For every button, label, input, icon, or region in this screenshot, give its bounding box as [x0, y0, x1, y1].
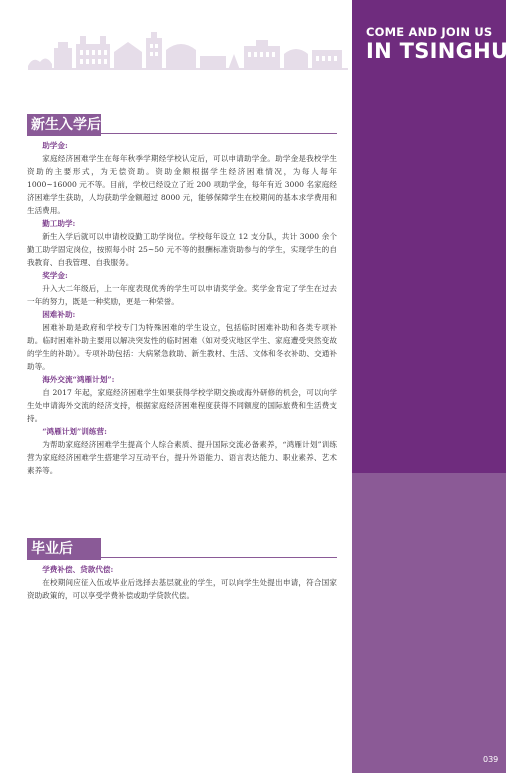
- side-band-top: [352, 0, 506, 473]
- subheading-training-camp: “鸿雁计划”训练营:: [42, 427, 107, 436]
- paragraph-tuition-compensation: 在校期间应征入伍或毕业后选择去基层就业的学生，可以向学生处提出申请，符合国家资助政策的，可以享受学费补偿或助学贷款代偿。: [27, 578, 337, 600]
- section1-content: [27, 139, 337, 477]
- side-band-bottom: [352, 473, 506, 773]
- section-rule-1: [27, 133, 337, 134]
- page-number: 039: [483, 755, 499, 764]
- banner-line-2: IN TSINGHUA: [366, 39, 524, 63]
- paragraph-work-study: 新生入学后就可以申请校设勤工助学岗位。学校每年设立 12 支分队，共计 3000 余个勤工助学固定岗位，按照每小时 25~50 元不等的报酬标准资助参与的学生，实现学生的自我教育、自我管理、自我服务。: [27, 232, 337, 267]
- subheading-overseas-exchange: 海外交流“鸿雁计划”:: [42, 375, 115, 384]
- subheading-hardship-subsidy: 困难补助:: [42, 310, 76, 319]
- campus-skyline-illustration: [28, 30, 348, 70]
- paragraph-overseas-exchange: 自 2017 年起，家庭经济困难学生如果获得学校学期交换或海外研修的机会，可以向学生处申请海外交流的经济支持，根据家庭经济困难程度获得不同额度的国际旅费和生活费支持。: [27, 388, 337, 423]
- subheading-work-study: 勤工助学:: [42, 219, 76, 228]
- section-title-after-graduation: 毕业后: [27, 538, 101, 560]
- paragraph-hardship-subsidy: 困难补助是政府和学校专门为特殊困难的学生设立，包括临时困难补助和各类专项补助。临时困难补助主要用以解决突发性的临时困难（如对受灾地区学生、家庭遭受突然变故的学生的补助）。专项补助包括：大病紧急救助、新生教材、生活、文体和冬衣补助、交通补助等。: [27, 323, 337, 371]
- paragraph-grant: 家庭经济困难学生在每年秋季学期经学校认定后，可以申请助学金。助学金是我校学生资助的主要形式，为无偿资助。资助金额根据学生经济困难情况，为每人每年 1000~16000 元不等。目前，学校已经设立了近 200 项助学金，每年有近 3000 名家庭经济困难学生获助，人均获助学金额超过 8000 元，能够保障学生在校期间的基本求学费用和生活费用。: [27, 154, 337, 215]
- subheading-grant: 助学金:: [42, 141, 68, 150]
- section2-content: [27, 563, 337, 602]
- subheading-scholarship: 奖学金:: [42, 271, 68, 280]
- section-title-after-enrollment: 新生入学后: [27, 114, 101, 136]
- subheading-tuition-compensation: 学费补偿、贷款代偿:: [42, 565, 114, 574]
- paragraph-scholarship: 升入大二年级后，上一年度表现优秀的学生可以申请奖学金。奖学金肯定了学生在过去一年的努力，既是一种奖励，更是一种荣誉。: [27, 284, 337, 306]
- paragraph-training-camp: 为帮助家庭经济困难学生提高个人综合素质、提升国际交流必备素养，“鸿雁计划”训练营为家庭经济困难学生搭建学习互动平台，提升外语能力、语言表达能力、职业素养、艺术素养等。: [27, 440, 337, 475]
- section-rule-2: [27, 557, 337, 558]
- banner-line-1: COME AND JOIN US: [366, 25, 493, 39]
